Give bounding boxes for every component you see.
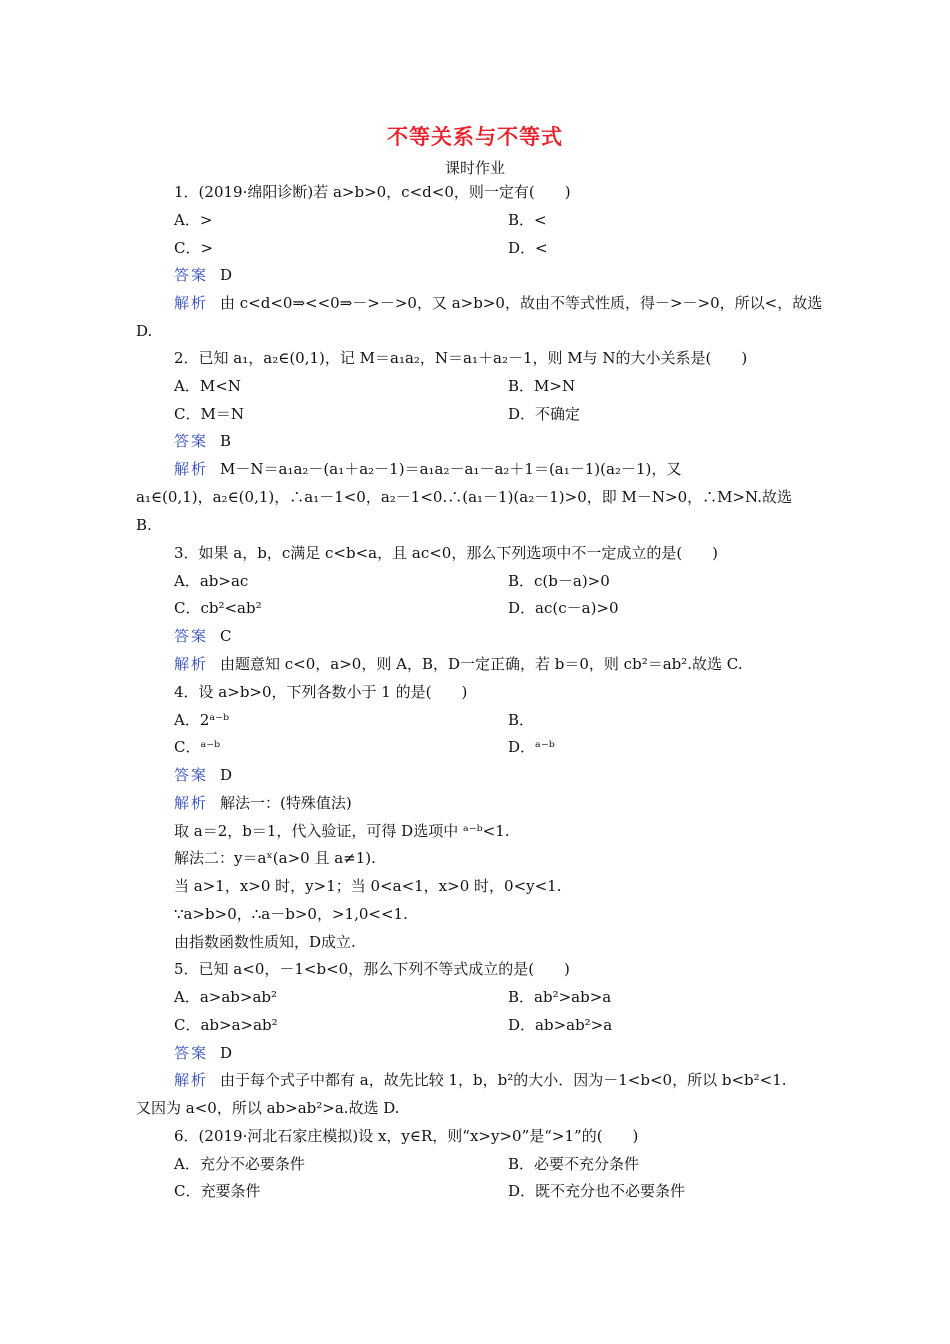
q4-analysis-line: 取 a＝2，b＝1，代入验证，可得 D选项中 ᵃ⁻ᵇ<1. (174, 822, 510, 840)
q2-answer-value: B (220, 432, 232, 450)
q4-stem: 4．设 a>b>0，下列各数小于 1 的是( ) (174, 683, 468, 701)
q4-option-c: C．ᵃ⁻ᵇ (174, 738, 221, 756)
page-title: 不等关系与不等式 (387, 125, 563, 149)
q3-option-c: C．cb²<ab² (174, 599, 262, 617)
q4-analysis-line: ∵a>b>0，∴a－b>0，>1,0<<1. (174, 905, 408, 923)
q6-option-b: B．必要不充分条件 (508, 1155, 640, 1173)
q3-analysis-text: 由题意知 c<0，a>0，则 A，B，D一定正确，若 b＝0，则 cb²＝ab².故选 C. (220, 655, 743, 673)
q4-option-d: D．ᵃ⁻ᵇ (508, 738, 555, 756)
answer-label: 答案 (174, 266, 209, 284)
analysis-label: 解析 (174, 794, 209, 812)
q6-option-d: D．既不充分也不必要条件 (508, 1182, 686, 1200)
q4-analysis-text: 解法一：(特殊值法) (220, 794, 352, 812)
q4-option-b: B． (508, 711, 535, 729)
q5-analysis (174, 1070, 787, 1090)
analysis-label: 解析 (174, 460, 209, 478)
q2-analysis-cont: a₁∈(0,1)，a₂∈(0,1)，∴a₁－1<0，a₂－1<0.∴(a₁－1)(a₂－1)>0，即 M－N>0，∴M>N.故选 (136, 488, 792, 506)
q3-analysis (174, 654, 743, 674)
q2-option-a: A．M<N (174, 377, 241, 395)
analysis-label: 解析 (174, 1071, 209, 1089)
q1-option-c: C．> (174, 239, 214, 257)
q6-option-c: C．充要条件 (174, 1182, 261, 1200)
answer-label: 答案 (174, 766, 209, 784)
q1-option-d: D．< (508, 239, 548, 257)
q1-option-a: A．> (174, 211, 213, 229)
q2-analysis-text: M－N＝a₁a₂－(a₁＋a₂－1)＝a₁a₂－a₁－a₂＋1＝(a₁－1)(a₂－1)，又 (220, 460, 682, 478)
answer-label: 答案 (174, 627, 209, 645)
q2-option-b: B．M>N (508, 377, 576, 395)
q5-option-b: B．ab²>ab>a (508, 988, 612, 1006)
q3-option-b: B．c(b－a)>0 (508, 572, 610, 590)
q1-analysis (174, 293, 822, 313)
q5-option-a: A．a>ab>ab² (174, 988, 278, 1006)
q3-answer-value: C (220, 627, 232, 645)
q1-analysis-text: 由 c<d<0⇒<<0⇒－>－>0，又 a>b>0，故由不等式性质，得－>－>0，所以<，故选 (220, 294, 823, 312)
q1-answer-value: D (220, 266, 233, 284)
q1-answer (174, 265, 232, 285)
answer-label: 答案 (174, 432, 209, 450)
q3-answer (174, 626, 232, 646)
q5-analysis-text: 由于每个式子中都有 a，故先比较 1，b，b²的大小．因为－1<b<0，所以 b<b²<1. (220, 1071, 787, 1089)
q6-stem: 6．(2019·河北石家庄模拟)设 x，y∈R，则“x>y>0”是“>1”的( ) (174, 1127, 639, 1145)
q1-stem: 1．(2019·绵阳诊断)若 a>b>0，c<d<0，则一定有( ) (174, 183, 571, 201)
q4-analysis-line: 解法二：y＝aˣ(a>0 且 a≠1). (174, 849, 376, 867)
q2-option-d: D．不确定 (508, 405, 581, 423)
q2-option-c: C．M＝N (174, 405, 244, 423)
q5-answer-value: D (220, 1044, 233, 1062)
q4-analysis (174, 793, 352, 813)
q1-analysis-cont: D. (136, 322, 153, 340)
q1-option-b: B．< (508, 211, 547, 229)
q5-answer (174, 1043, 232, 1063)
q4-answer (174, 765, 232, 785)
page-subtitle: 课时作业 (444, 159, 505, 177)
q4-option-a: A．2ᵃ⁻ᵇ (174, 711, 230, 729)
q5-analysis-cont: 又因为 a<0，所以 ab>ab²>a.故选 D. (136, 1099, 400, 1117)
q2-analysis-cont2: B. (136, 516, 152, 534)
q3-stem: 3．如果 a，b，c满足 c<b<a，且 ac<0，那么下列选项中不一定成立的是( ) (174, 544, 719, 562)
q2-stem: 2．已知 a₁，a₂∈(0,1)，记 M＝a₁a₂，N＝a₁＋a₂－1，则 M与 N的大小关系是( ) (174, 349, 748, 367)
analysis-label: 解析 (174, 655, 209, 673)
q5-stem: 5．已知 a<0，－1<b<0，那么下列不等式成立的是( ) (174, 960, 570, 978)
q4-analysis-line: 当 a>1，x>0 时，y>1；当 0<a<1，x>0 时，0<y<1. (174, 877, 562, 895)
q2-analysis (174, 459, 681, 479)
q4-analysis-line: 由指数函数性质知，D成立. (174, 933, 356, 951)
q5-option-c: C．ab>a>ab² (174, 1016, 278, 1034)
analysis-label: 解析 (174, 294, 209, 312)
q4-answer-value: D (220, 766, 233, 784)
q6-option-a: A．充分不必要条件 (174, 1155, 305, 1173)
q5-option-d: D．ab>ab²>a (508, 1016, 613, 1034)
answer-label: 答案 (174, 1044, 209, 1062)
q3-option-a: A．ab>ac (174, 572, 249, 590)
q2-answer (174, 431, 231, 451)
q3-option-d: D．ac(c－a)>0 (508, 599, 619, 617)
